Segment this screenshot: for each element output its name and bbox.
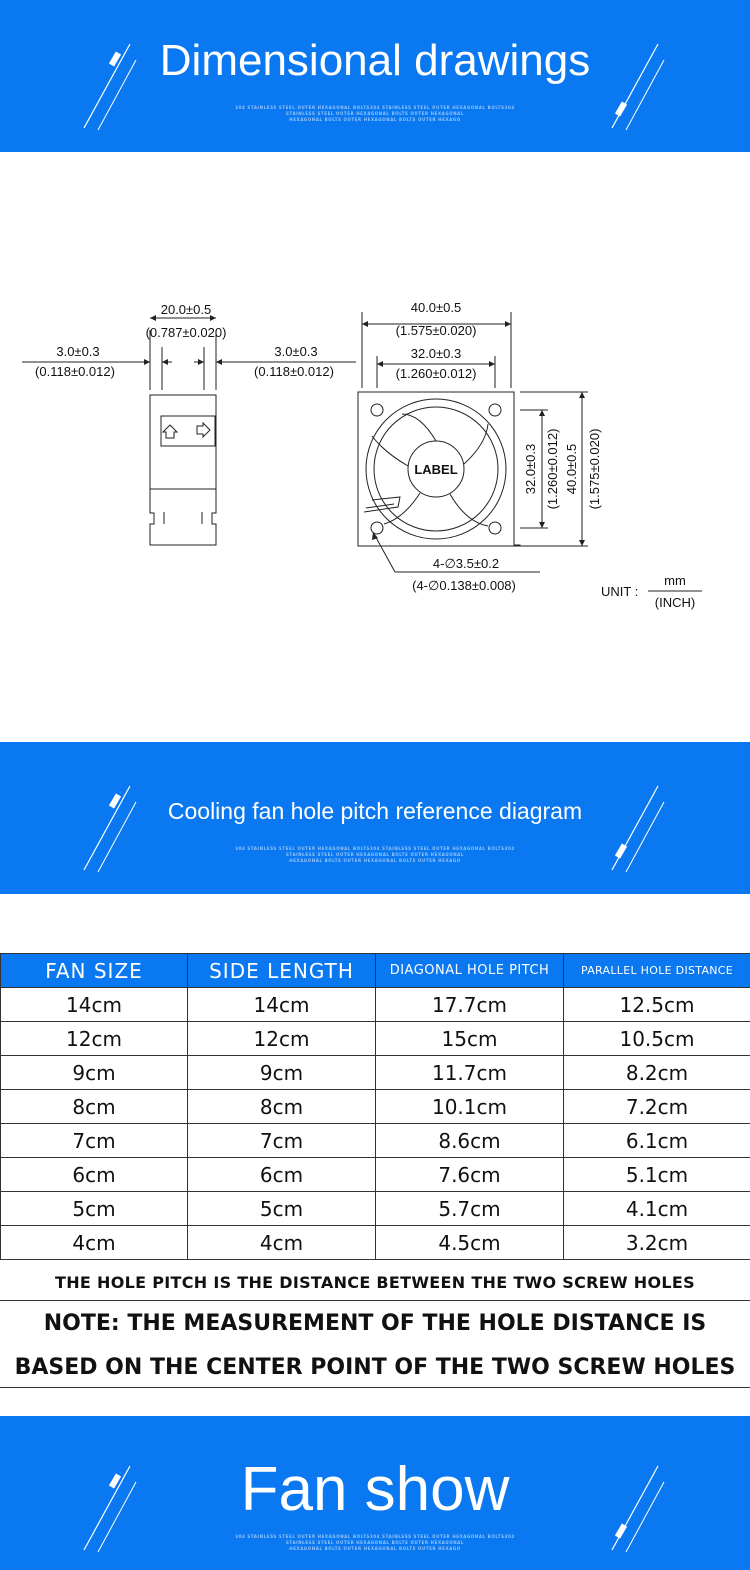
dim-frame-width: 40.0±0.5 — [410, 300, 462, 315]
dim-v-frame-inch: (1.575±0.020) — [587, 428, 602, 510]
fine-print-line: STAINLESS STEEL OUTER HEXAGONAL BOLTS OUTER HEXAGONAL — [285, 1540, 465, 1545]
table-row — [1, 1090, 750, 1124]
unit-bottom: (INCH) — [654, 595, 696, 610]
col-header-fan-size: FAN SIZE — [1, 954, 188, 988]
dim-right-margin: 3.0±0.3 — [274, 344, 318, 359]
dim-hole-pitch: 32.0±0.3 — [410, 346, 462, 361]
header-banner-dimensional — [0, 0, 750, 152]
table-cell: 6cm — [188, 1158, 376, 1192]
table-header-row — [1, 954, 750, 988]
note-line: BASED ON THE CENTER POINT OF THE TWO SCREW HOLES — [14, 1355, 736, 1380]
unit-label: UNIT : — [601, 584, 639, 599]
table-cell: 4.1cm — [564, 1192, 750, 1226]
table-cell: 12cm — [188, 1022, 376, 1056]
table-cell: 5.7cm — [376, 1192, 564, 1226]
table-cell: 4cm — [188, 1226, 376, 1260]
note-line: NOTE: THE MEASUREMENT OF THE HOLE DISTANCE IS — [43, 1311, 707, 1336]
banner-title: Cooling fan hole pitch reference diagram — [167, 798, 583, 824]
dim-v-pitch: 32.0±0.3 — [523, 443, 538, 495]
dim-left-margin-inch: (0.118±0.012) — [35, 364, 115, 379]
fine-print-line: 304 STAINLESS STEEL OUTER HEXAGONAL BOLTS304 STAINLESS STEEL OUTER HEXAGONAL BOLTS304 — [235, 105, 515, 110]
table-cell: 9cm — [188, 1056, 376, 1090]
table-cell: 12cm — [1, 1022, 188, 1056]
unit-top: mm — [664, 573, 686, 588]
fine-print-line: HEXAGONAL BOLTS OUTER HEXAGONAL BOLTS OUTER HEXAGO — [289, 858, 461, 863]
banner-fine-print — [0, 1534, 750, 1552]
fine-print-line: 304 STAINLESS STEEL OUTER HEXAGONAL BOLTS304 STAINLESS STEEL OUTER HEXAGONAL BOLTS304 — [235, 1534, 515, 1539]
dim-v-pitch-inch: (1.260±0.012) — [545, 428, 560, 510]
banner-title: Fan show — [240, 1455, 510, 1524]
dim-right-margin-inch: (0.118±0.012) — [254, 364, 334, 379]
table-cell: 9cm — [1, 1056, 188, 1090]
measurement-note — [0, 1301, 750, 1388]
table-row — [1, 1158, 750, 1192]
dim-left-margin: 3.0±0.3 — [56, 344, 100, 359]
table-row — [1, 1124, 750, 1158]
table-cell: 14cm — [1, 988, 188, 1022]
dim-v-frame: 40.0±0.5 — [564, 443, 579, 495]
fine-print-line: STAINLESS STEEL OUTER HEXAGONAL BOLTS OUTER HEXAGONAL — [285, 852, 465, 857]
table-row — [1, 1226, 750, 1260]
table-cell: 6cm — [1, 1158, 188, 1192]
fine-print-line: HEXAGONAL BOLTS OUTER HEXAGONAL BOLTS OUTER HEXAGO — [289, 117, 461, 122]
table-cell: 15cm — [376, 1022, 564, 1056]
table-cell: 10.1cm — [376, 1090, 564, 1124]
banner-fine-print — [0, 846, 750, 864]
col-header-side-length: SIDE LENGTH — [188, 954, 376, 988]
table-cell: 4cm — [1, 1226, 188, 1260]
table-cell: 12.5cm — [564, 988, 750, 1022]
table-cell: 8.2cm — [564, 1056, 750, 1090]
table-row — [1, 988, 750, 1022]
table-row — [1, 1056, 750, 1090]
fine-print-line: 304 STAINLESS STEEL OUTER HEXAGONAL BOLTS304 STAINLESS STEEL OUTER HEXAGONAL BOLTS304 — [235, 846, 515, 851]
header-banner-fan-show — [0, 1416, 750, 1570]
table-cell: 7cm — [1, 1124, 188, 1158]
table-cell: 6.1cm — [564, 1124, 750, 1158]
table-cell: 17.7cm — [376, 988, 564, 1022]
col-header-diagonal-pitch: DIAGONAL HOLE PITCH — [376, 954, 564, 988]
banner-title: Dimensional drawings — [159, 36, 591, 85]
fan-dimension-drawing — [0, 152, 750, 742]
fine-print-line: HEXAGONAL BOLTS OUTER HEXAGONAL BOLTS OUTER HEXAGO — [289, 1546, 461, 1551]
col-header-parallel-distance: PARALLEL HOLE DISTANCE — [564, 954, 750, 988]
dim-hole-pitch-inch: (1.260±0.012) — [395, 366, 477, 381]
dim-hole-dia-inch: (4-∅0.138±0.008) — [412, 578, 516, 593]
table-row — [1, 1192, 750, 1226]
fine-print-line: STAINLESS STEEL OUTER HEXAGONAL BOLTS OUTER HEXAGONAL — [285, 111, 465, 116]
dim-hole-dia: 4-∅3.5±0.2 — [432, 556, 500, 571]
table-cell: 10.5cm — [564, 1022, 750, 1056]
dim-frame-width-inch: (1.575±0.020) — [395, 323, 477, 338]
table-row — [1, 1022, 750, 1056]
table-cell: 7cm — [188, 1124, 376, 1158]
table-cell: 14cm — [188, 988, 376, 1022]
table-cell: 5.1cm — [564, 1158, 750, 1192]
dim-side-width-inch: (0.787±0.020) — [145, 325, 227, 340]
table-cell: 7.6cm — [376, 1158, 564, 1192]
table-cell: 8cm — [188, 1090, 376, 1124]
table-cell: 11.7cm — [376, 1056, 564, 1090]
hole-pitch-table — [0, 953, 750, 1260]
table-cell: 7.2cm — [564, 1090, 750, 1124]
table-cell: 8cm — [1, 1090, 188, 1124]
table-cell: 4.5cm — [376, 1226, 564, 1260]
pitch-caption: THE HOLE PITCH IS THE DISTANCE BETWEEN THE TWO SCREW HOLES — [0, 1266, 750, 1301]
fan-label-text: LABEL — [414, 462, 458, 477]
table-cell: 5cm — [188, 1192, 376, 1226]
table-cell: 5cm — [1, 1192, 188, 1226]
table-cell: 8.6cm — [376, 1124, 564, 1158]
dim-side-width: 20.0±0.5 — [160, 302, 212, 317]
header-banner-hole-pitch — [0, 742, 750, 894]
table-cell: 3.2cm — [564, 1226, 750, 1260]
banner-fine-print — [0, 105, 750, 123]
